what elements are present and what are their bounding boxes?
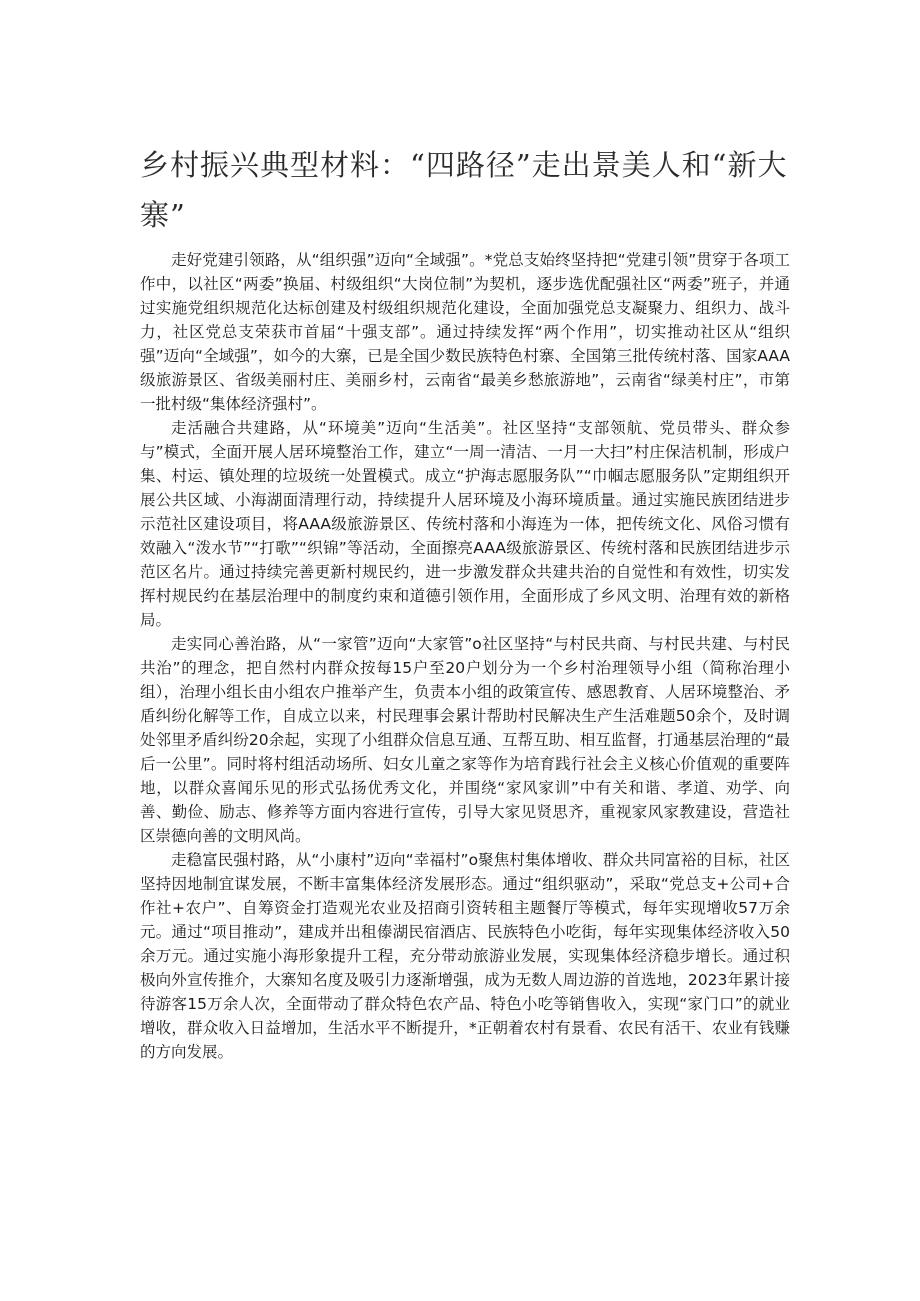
paragraph-environment: 走活融合共建路，从“环境美”迈向“生活美”。社区坚持“支部领航、党员带头、群众参与”模式，全面开展人居环境整治工作，建立“一周一清洁、一月一大扫”村庄保洁机制，形成户集、村运、镇处理的垃圾统一处置模式。成立“护海志愿服务队”“巾帼志愿服务队”定期组织开展公共区域、小海湖面清理行动，持续提升人居环境及小海环境质量。通过实施民族团结进步示范社区建设项目，将AAA级旅游景区、传统村落和小海连为一体，把传统文化、风俗习惯有效融入“泼水节”“打歌”“织锦”等活动，全面擦亮AAA级旅游景区、传统村落和民族团结进步示范区名片。通过持续完善更新村规民约，进一步激发群众共建共治的自觉性和有效性，切实发挥村规民约在基层治理中的制度约束和道德引领作用，全面形成了乡风文明、治理有效的新格局。 [140,419,790,629]
paragraph-party-building: 走好党建引领路，从“组织强”迈向“全域强”。*党总支始终坚持把“党建引领”贯穿于各项工作中，以社区“两委”换届、村级组织“大岗位制”为契机，逐步选优配强社区“两委”班子，并通过实施党组织规范化达标创建及村级组织规范化建设，全面加强党总支凝聚力、组织力、战斗力，社区党总支荣获市首届“十强支部”。通过持续发挥“两个作用”，切实推动社区从“组织强”迈向“全域强”，如今的大寨，已是全国少数民族特色村寨、全国第三批传统村落、国家AAA级旅游景区、省级美丽村庄、美丽乡村，云南省“最美乡愁旅游地”，云南省“绿美村庄”，市第一批村级“集体经济强村”。 [140,251,790,413]
paragraph-prosperity: 走稳富民强村路，从“小康村”迈向“幸福村”o聚焦村集体增收、群众共同富裕的目标，社区坚持因地制宜谋发展，不断丰富集体经济发展形态。通过“组织驱动”，采取“党总支+公司+合作社+农户”、自筹资金打造观光农业及招商引资转租主题餐厅等模式，每年实现增收57万余元。通过“项目推动”，建成并出租傣湖民宿酒店、民族特色小吃街，每年实现集体经济收入50余万元。通过实施小海形象提升工程，充分带动旅游业发展，实现集体经济稳步增长。通过积极向外宣传推介，大寨知名度及吸引力逐渐增强，成为无数人周边游的首选地，2023年累计接待游客15万余人次，全面带动了群众特色农产品、特色小吃等销售收入，实现“家门口”的就业增收，群众收入日益增加，生活水平不断提升，*正朝着农村有景看、农民有活干、农业有钱赚的方向发展。 [140,851,790,1061]
paragraph-governance: 走实同心善治路，从“一家管”迈向“大家管”o社区坚持“与村民共商、与村民共建、与村民共治”的理念，把自然村内群众按每15户至20户划分为一个乡村治理领导小组（简称治理小组），治理小组长由小组农户推举产生，负责本小组的政策宣传、感恩教育、人居环境整治、矛盾纠纷化解等工作，自成立以来，村民理事会累计帮助村民解决生产生活难题50余个，及时调处邻里矛盾纠纷20余起，实现了小组群众信息互通、互帮互助、相互监督，打通基层治理的“最后一公里”。同时将村组活动场所、妇女儿童之家等作为培育践行社会主义核心价值观的重要阵地，以群众喜闻乐见的形式弘扬优秀文化，并围绕“家风家训”中有关和谐、孝道、劝学、向善、勤俭、励志、修养等方面内容进行宣传，引导大家见贤思齐，重视家风家教建设，营造社区崇德向善的文明风尚。 [140,635,790,845]
document-body [140,248,790,1064]
document-title: 乡村振兴典型材料：“四路径”走出景美人和“新大寨” [140,148,788,232]
